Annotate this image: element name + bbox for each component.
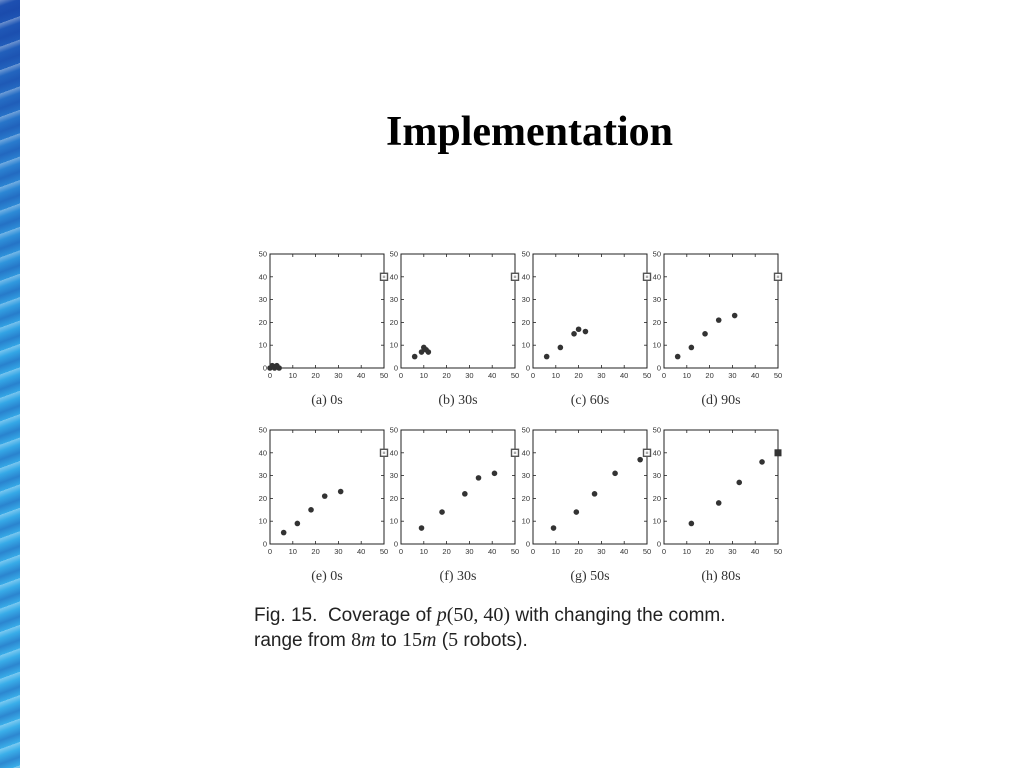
y-tick-label: 0 (262, 539, 267, 549)
y-tick-label: 50 (389, 249, 398, 259)
y-tick-label: 30 (258, 295, 267, 305)
y-tick-label: 30 (389, 471, 398, 481)
y-tick-label: 20 (258, 493, 267, 503)
robot-point (338, 489, 344, 495)
x-tick-label: 40 (488, 371, 497, 380)
x-tick-label: 30 (597, 547, 606, 556)
x-tick-label: 40 (357, 547, 366, 556)
robot-point (492, 471, 498, 477)
x-tick-label: 20 (442, 371, 451, 380)
robot-point (295, 521, 301, 527)
x-tick-label: 20 (705, 547, 714, 556)
y-tick-label: 40 (652, 448, 661, 458)
plot-frame (664, 430, 778, 544)
caption-fig-label: Fig. 15. (254, 605, 318, 626)
robot-point (732, 313, 738, 319)
x-tick-label: 50 (642, 371, 652, 380)
x-tick-label: 40 (620, 371, 629, 380)
x-tick-label: 20 (311, 547, 320, 556)
x-tick-label: 50 (379, 371, 389, 380)
y-tick-label: 30 (652, 471, 661, 481)
panel-label: (c) 60s (570, 393, 610, 408)
y-tick-label: 10 (389, 340, 398, 350)
y-tick-label: 40 (389, 448, 398, 458)
robot-point (576, 326, 582, 332)
x-tick-label: 0 (661, 547, 667, 556)
robot-point (592, 491, 598, 497)
robot-point (736, 480, 742, 486)
robot-point (716, 500, 722, 506)
target-marker-center (646, 276, 648, 278)
caption-range-from-num: 8 (351, 629, 362, 651)
caption-range-from-unit: m (361, 629, 376, 651)
y-tick-label: 50 (652, 425, 661, 435)
panel-label: (h) 80s (701, 569, 741, 584)
target-marker-center (646, 452, 648, 454)
y-tick-label: 0 (656, 363, 661, 373)
panel-label: (b) 30s (438, 393, 478, 408)
y-tick-label: 0 (656, 539, 661, 549)
x-tick-label: 0 (530, 371, 536, 380)
x-tick-label: 20 (574, 547, 583, 556)
caption-text-4: to (380, 630, 397, 651)
x-tick-label: 50 (642, 547, 652, 556)
x-tick-label: 10 (682, 547, 691, 556)
x-tick-label: 0 (398, 547, 404, 556)
robot-point (419, 525, 425, 531)
caption-text-1: Coverage of (327, 605, 432, 626)
robot-point (281, 530, 287, 536)
plot-frame (664, 254, 778, 368)
y-tick-label: 10 (258, 340, 267, 350)
robot-point (702, 331, 708, 337)
robot-point (558, 345, 564, 351)
y-tick-label: 10 (521, 340, 530, 350)
caption-math-point-args: (50, 40) (446, 604, 511, 626)
scatter-panel (390, 250, 520, 409)
y-tick-label: 30 (521, 295, 530, 305)
y-tick-label: 40 (258, 448, 267, 458)
x-tick-label: 40 (751, 371, 760, 380)
y-tick-label: 10 (389, 516, 398, 526)
caption-range-to-unit: m (422, 629, 437, 651)
y-tick-label: 20 (389, 493, 398, 503)
x-tick-label: 0 (530, 547, 536, 556)
slide-title: Implementation (386, 109, 673, 155)
robot-point (689, 345, 695, 351)
scatter-panel (259, 250, 389, 409)
decorative-side-strip (0, 0, 20, 768)
y-tick-label: 50 (521, 425, 530, 435)
y-tick-label: 40 (258, 272, 267, 282)
panel-label: (d) 90s (701, 393, 741, 408)
plot-frame (270, 430, 384, 544)
y-tick-label: 30 (258, 471, 267, 481)
x-tick-label: 50 (510, 547, 520, 556)
robot-point (551, 525, 557, 531)
caption-text-6: robots). (463, 630, 528, 651)
caption-text-2: with changing the comm. (515, 605, 726, 626)
x-tick-label: 50 (510, 371, 520, 380)
figure-scatter-grid (244, 244, 804, 594)
y-tick-label: 30 (521, 471, 530, 481)
robot-point (462, 491, 468, 497)
x-tick-label: 10 (682, 371, 691, 380)
y-tick-label: 0 (393, 539, 398, 549)
x-tick-label: 40 (488, 547, 497, 556)
x-tick-label: 20 (574, 371, 583, 380)
x-tick-label: 30 (728, 371, 737, 380)
panel-label: (e) 0s (311, 569, 343, 584)
target-marker-center (514, 276, 516, 278)
x-tick-label: 10 (288, 547, 297, 556)
robot-point (571, 331, 577, 337)
robot-point (574, 509, 580, 515)
plot-frame (401, 430, 515, 544)
x-tick-label: 30 (597, 371, 606, 380)
x-tick-label: 20 (705, 371, 714, 380)
robot-point (675, 354, 681, 360)
x-tick-label: 30 (334, 547, 343, 556)
target-marker-center (383, 452, 385, 454)
robot-point (308, 507, 314, 513)
x-tick-label: 0 (267, 547, 273, 556)
y-tick-label: 10 (258, 516, 267, 526)
x-tick-label: 10 (551, 547, 560, 556)
y-tick-label: 30 (652, 295, 661, 305)
y-tick-label: 20 (652, 317, 661, 327)
x-tick-label: 50 (773, 371, 783, 380)
caption-text-5: ( (441, 630, 449, 651)
robot-point (612, 471, 618, 477)
x-tick-label: 30 (334, 371, 343, 380)
y-tick-label: 40 (389, 272, 398, 282)
y-tick-label: 0 (393, 363, 398, 373)
x-tick-label: 40 (357, 371, 366, 380)
scatter-panel (522, 426, 652, 585)
caption-text-3: range from (254, 630, 346, 651)
target-marker (775, 449, 782, 456)
target-marker-center (777, 276, 779, 278)
y-tick-label: 10 (652, 516, 661, 526)
y-tick-label: 40 (521, 272, 530, 282)
y-tick-label: 50 (258, 425, 267, 435)
robot-point (276, 365, 282, 371)
robot-point (439, 509, 445, 515)
caption-range-to-num: 15 (402, 629, 423, 651)
y-tick-label: 10 (521, 516, 530, 526)
x-tick-label: 10 (419, 371, 428, 380)
y-tick-label: 50 (258, 249, 267, 259)
x-tick-label: 10 (419, 547, 428, 556)
y-tick-label: 20 (521, 493, 530, 503)
y-tick-label: 40 (652, 272, 661, 282)
x-tick-label: 30 (728, 547, 737, 556)
robot-point (637, 457, 643, 463)
x-tick-label: 20 (311, 371, 320, 380)
y-tick-label: 20 (521, 317, 530, 327)
x-tick-label: 50 (773, 547, 783, 556)
scatter-panel (653, 250, 783, 409)
x-tick-label: 20 (442, 547, 451, 556)
caption-robots-num: 5 (448, 629, 459, 651)
panel-label: (a) 0s (311, 393, 343, 408)
y-tick-label: 0 (525, 539, 530, 549)
caption-math-point-fn: p (436, 604, 447, 626)
robot-point (583, 329, 589, 335)
y-tick-label: 30 (389, 295, 398, 305)
y-tick-label: 50 (389, 425, 398, 435)
robot-point (322, 493, 328, 499)
robot-point (716, 317, 722, 323)
plot-frame (401, 254, 515, 368)
x-tick-label: 10 (551, 371, 560, 380)
y-tick-label: 0 (262, 363, 267, 373)
robot-point (476, 475, 482, 481)
scatter-panel (653, 426, 783, 585)
y-tick-label: 20 (258, 317, 267, 327)
scatter-panel (390, 426, 520, 585)
y-tick-label: 20 (389, 317, 398, 327)
panel-label: (f) 30s (439, 569, 477, 584)
scatter-panel (259, 426, 389, 585)
y-tick-label: 10 (652, 340, 661, 350)
robot-point (689, 521, 695, 527)
plot-frame (533, 430, 647, 544)
plot-frame (270, 254, 384, 368)
x-tick-label: 30 (465, 371, 474, 380)
target-marker-center (514, 452, 516, 454)
robot-point (423, 347, 429, 353)
x-tick-label: 0 (398, 371, 404, 380)
figure-caption (254, 603, 794, 653)
x-tick-label: 10 (288, 371, 297, 380)
y-tick-label: 50 (521, 249, 530, 259)
y-tick-label: 50 (652, 249, 661, 259)
robot-point (412, 354, 418, 360)
panel-label: (g) 50s (570, 569, 610, 584)
x-tick-label: 0 (267, 371, 273, 380)
scatter-panel (522, 250, 652, 409)
y-tick-label: 20 (652, 493, 661, 503)
x-tick-label: 0 (661, 371, 667, 380)
target-marker-center (383, 276, 385, 278)
x-tick-label: 40 (620, 547, 629, 556)
plot-frame (533, 254, 647, 368)
robot-point (544, 354, 550, 360)
y-tick-label: 40 (521, 448, 530, 458)
x-tick-label: 50 (379, 547, 389, 556)
x-tick-label: 40 (751, 547, 760, 556)
robot-point (759, 459, 765, 465)
y-tick-label: 0 (525, 363, 530, 373)
x-tick-label: 30 (465, 547, 474, 556)
